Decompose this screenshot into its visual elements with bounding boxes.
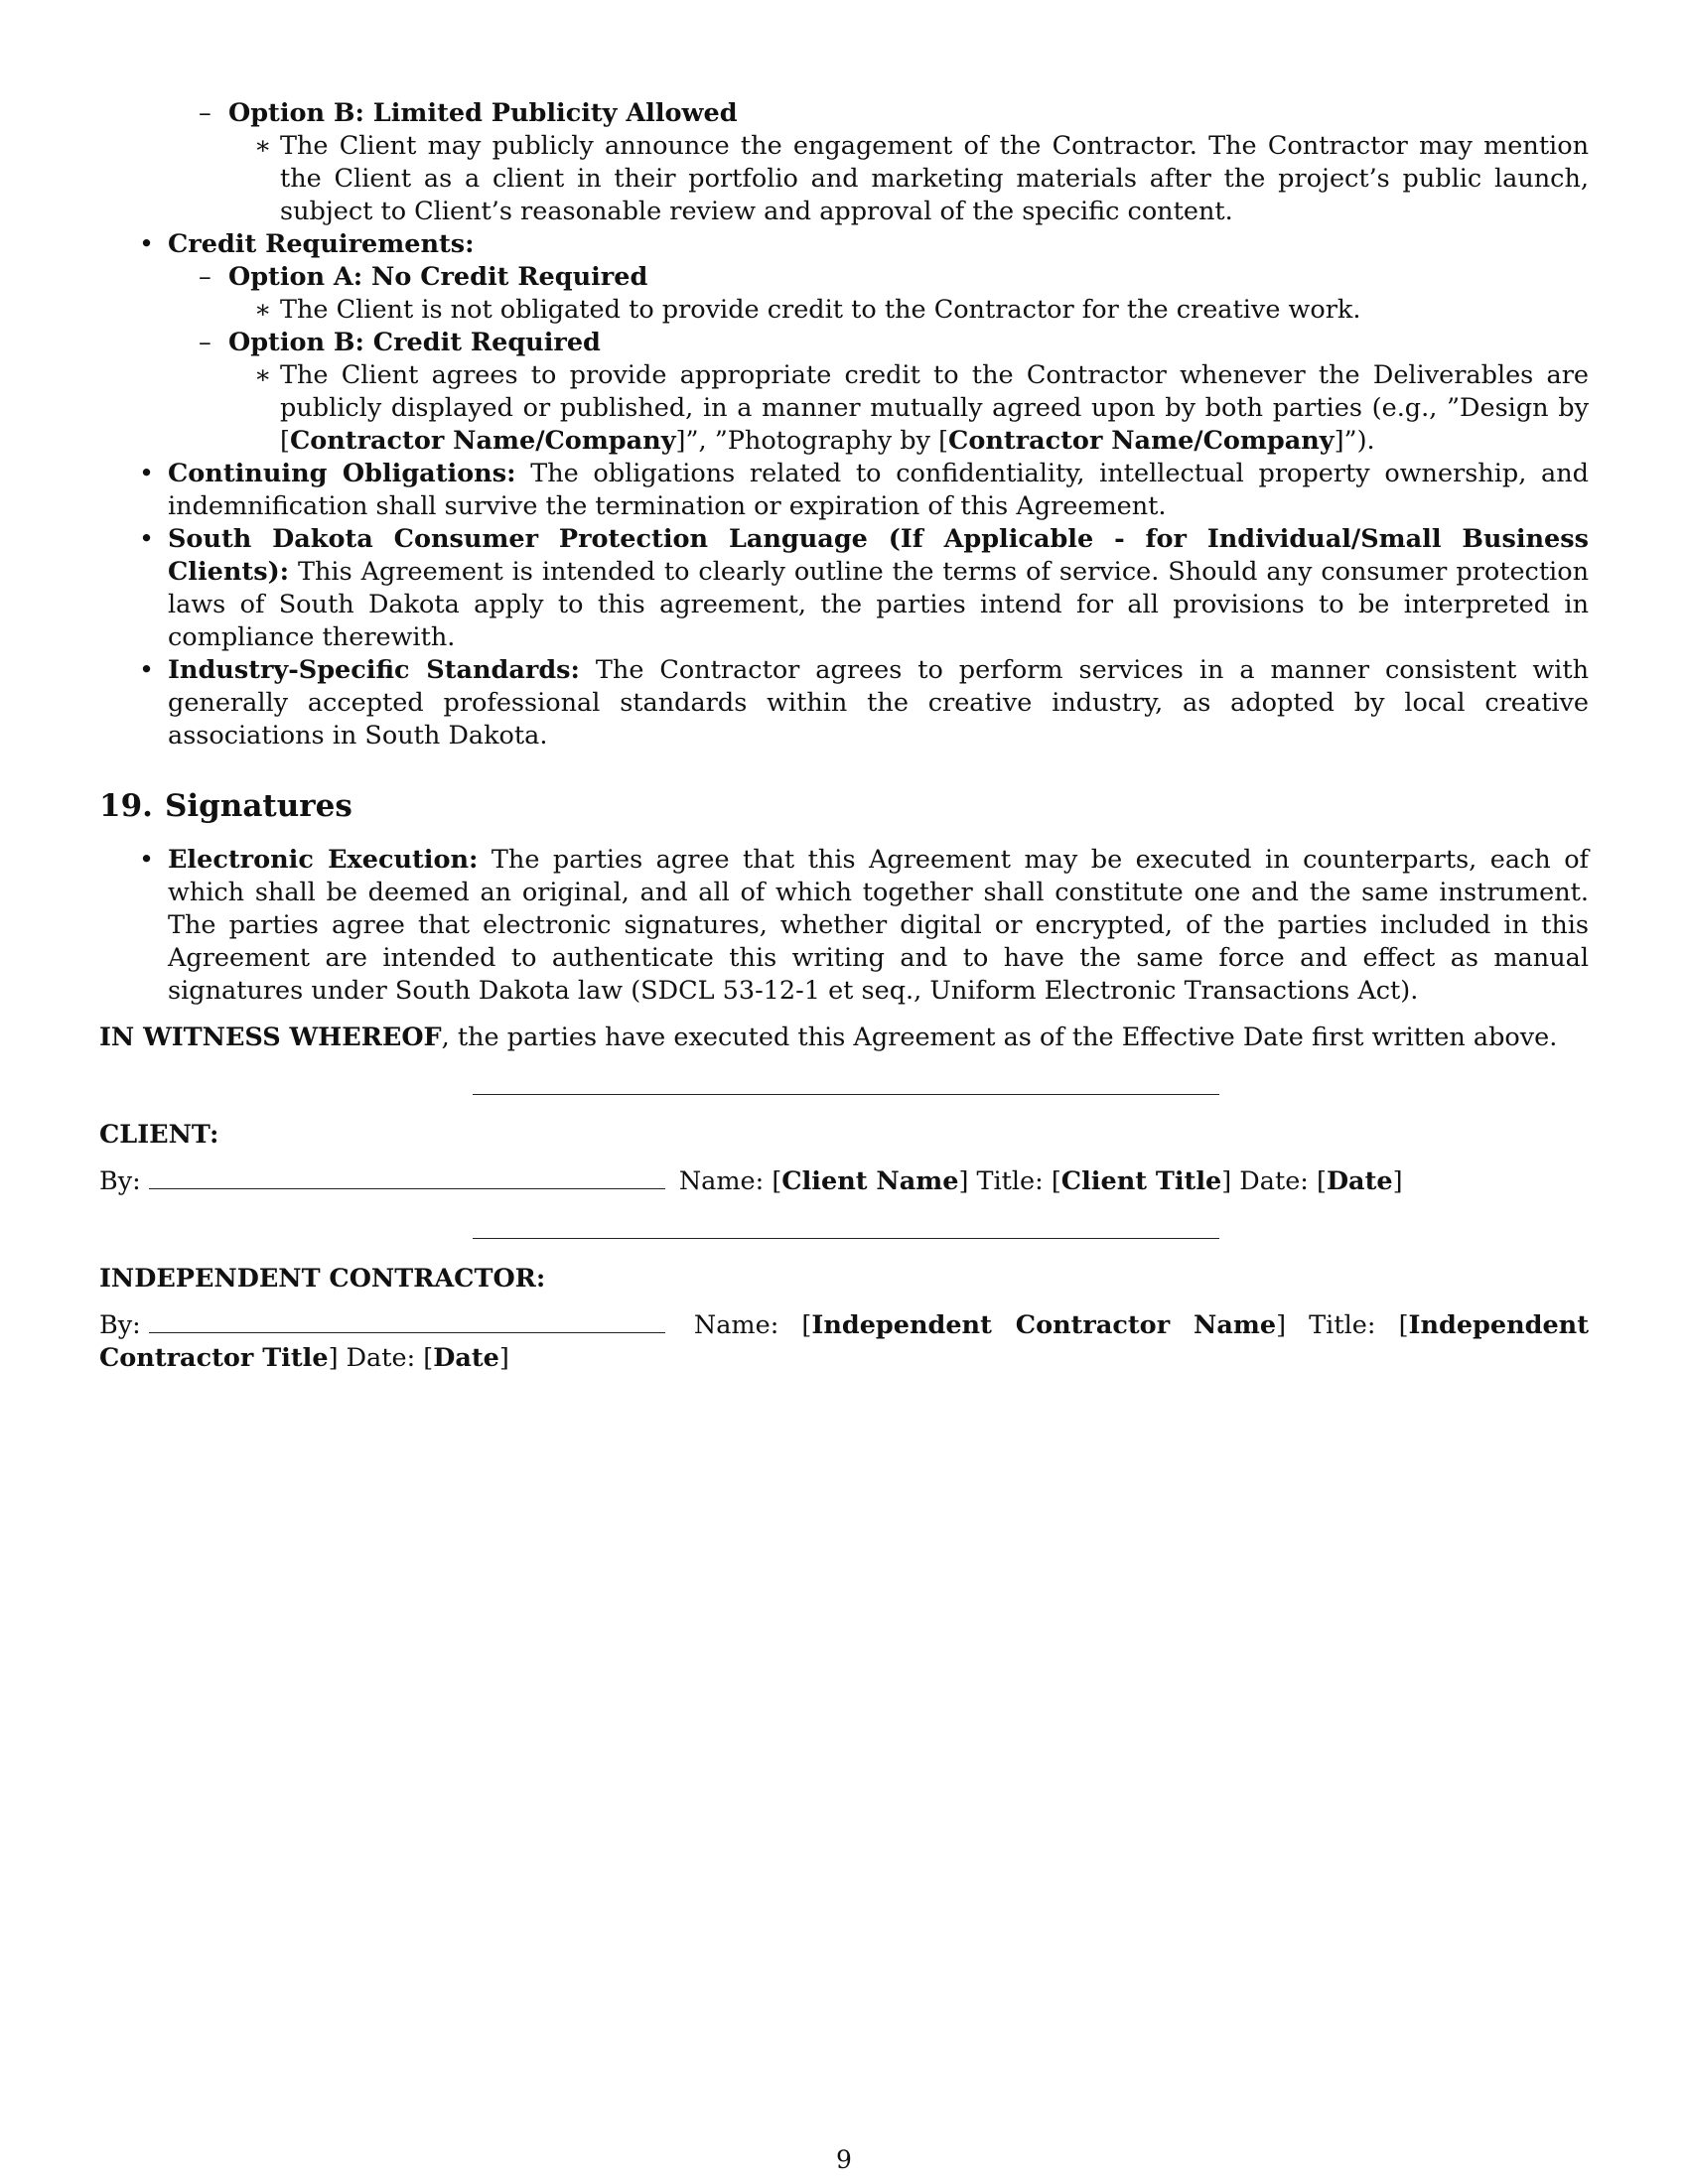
credit-option-b-text-3: ]”). [1334, 426, 1375, 456]
credit-option-b [99, 327, 1589, 359]
document-page [99, 97, 1589, 1375]
dash-bullet: – [199, 262, 211, 292]
credit-option-a [99, 261, 1589, 294]
contractor-title-label: ] Title: [ [1276, 1310, 1409, 1340]
contractor-signature-line [99, 1309, 1589, 1375]
client-signature-field[interactable] [149, 1188, 665, 1189]
client-date-label: ] Date: [ [1221, 1166, 1327, 1196]
contractor-date-value: Date [433, 1343, 499, 1373]
contractor-heading: INDEPENDENT CONTRACTOR: [99, 1264, 546, 1294]
client-title-label: ] Title: [ [958, 1166, 1061, 1196]
credit-option-b-text-2: ]”, ”Photography by [ [675, 426, 949, 456]
client-close-bracket: ] [1392, 1166, 1403, 1196]
client-name-value: Client Name [781, 1166, 959, 1196]
credit-option-a-text: The Client is not obligated to provide credit to the Contractor for the creative work. [280, 295, 1361, 325]
signature-rule [473, 1094, 1219, 1095]
client-date-value: Date [1326, 1166, 1393, 1196]
publicity-option-b-title: Option B: Limited Publicity Allowed [228, 98, 738, 128]
contractor-signature-field[interactable] [149, 1332, 665, 1333]
client-title-value: Client Title [1060, 1166, 1222, 1196]
asterisk-bullet: ∗ [254, 360, 272, 390]
contractor-close-bracket: ] [498, 1343, 509, 1373]
section-title: Signatures [164, 788, 352, 824]
credit-option-b-title: Option B: Credit Required [228, 328, 601, 357]
contractor-title-value: Independent Contractor Title [99, 1310, 1590, 1373]
consumer-protection [99, 523, 1589, 654]
section-heading-signatures [99, 786, 1589, 826]
electronic-execution-text: The parties agree that this Agreement may be executed in counterparts, each of which shall be deemed an original, and all of which together shall constitute one and the same instrument. The parties agree that electronic signatures, whether digital or encrypted, of the parties included in this Agreement are intended to authenticate this writing and to have the same force and effect as manual signatures under South Dakota law (SDCL 53-12-1 et seq., Uniform Electronic Transactions Act). [168, 845, 1589, 1006]
credit-option-b-item [99, 359, 1589, 458]
bullet: • [139, 845, 155, 875]
witness-bold: IN WITNESS WHEREOF [99, 1023, 442, 1052]
client-heading: CLIENT: [99, 1120, 219, 1150]
electronic-execution-label: Electronic Execution: [168, 845, 479, 875]
continuing-obligations-text: The obligations related to confidentiality, intellectual property ownership, and indemnification shall survive the termination or expiration of this Agreement. [168, 459, 1589, 521]
publicity-option-b [99, 97, 1589, 130]
asterisk-bullet: ∗ [254, 295, 272, 325]
electronic-execution [99, 844, 1589, 1008]
bullet: • [139, 655, 155, 685]
credit-requirements [99, 228, 1589, 261]
continuing-obligations [99, 458, 1589, 523]
continuing-obligations-label: Continuing Obligations: [168, 459, 516, 488]
credit-requirements-title: Credit Requirements: [168, 229, 475, 259]
credit-option-b-bold-2: Contractor Name/Company [948, 426, 1335, 456]
dash-bullet: – [199, 328, 211, 357]
publicity-option-b-item [99, 130, 1589, 228]
witness-text: , the parties have executed this Agreement as of the Effective Date first written above. [441, 1023, 1558, 1052]
client-by-label: By: [99, 1166, 141, 1196]
credit-option-a-title: Option A: No Credit Required [228, 262, 648, 292]
client-name-label: Name: [ [678, 1166, 782, 1196]
bullet: • [139, 524, 155, 554]
asterisk-bullet: ∗ [254, 131, 272, 161]
dash-bullet: – [199, 98, 211, 128]
industry-standards [99, 654, 1589, 752]
page-number: 9 [836, 2145, 852, 2174]
industry-standards-text: The Contractor agrees to perform services in a manner consistent with generally accepted professional standards within the creative industry, as adopted by local creative associations in South Dakota. [168, 655, 1589, 751]
bullet: • [139, 229, 155, 259]
consumer-protection-text: This Agreement is intended to clearly outline the terms of service. Should any consumer protection laws of South Dakota apply to this agreement, the parties intend for all provisions to be interpreted in compliance therewith. [168, 557, 1589, 652]
industry-standards-label: Industry-Specific Standards: [168, 655, 580, 685]
credit-option-b-text-1: The Client agrees to provide appropriate credit to the Contractor whenever the Deliverables are publicly displayed or published, in a manner mutually agreed upon by both parties (e.g., ”Design by [ [280, 360, 1589, 456]
contractor-by-label: By: [99, 1310, 141, 1340]
contractor-date-label: ] Date: [ [328, 1343, 434, 1373]
publicity-option-b-text: The Client may publicly announce the engagement of the Contractor. The Contractor may mention the Client as a client in their portfolio and marketing materials after the project’s public launch, subject to Client’s reasonable review and approval of the specific content. [280, 131, 1589, 226]
signature-rule [473, 1238, 1219, 1239]
contractor-name-label: Name: [ [693, 1310, 812, 1340]
credit-option-b-bold-1: Contractor Name/Company [289, 426, 676, 456]
contractor-name-value: Independent Contractor Name [811, 1310, 1277, 1340]
client-signature-line [99, 1165, 1589, 1198]
credit-option-a-item [99, 294, 1589, 327]
section-number: 19. [99, 788, 153, 824]
bullet: • [139, 459, 155, 488]
consumer-protection-label: South Dakota Consumer Protection Language (If Applicable - for Individual/Small Business Clients): [168, 524, 1589, 587]
witness-statement [99, 1022, 1589, 1054]
